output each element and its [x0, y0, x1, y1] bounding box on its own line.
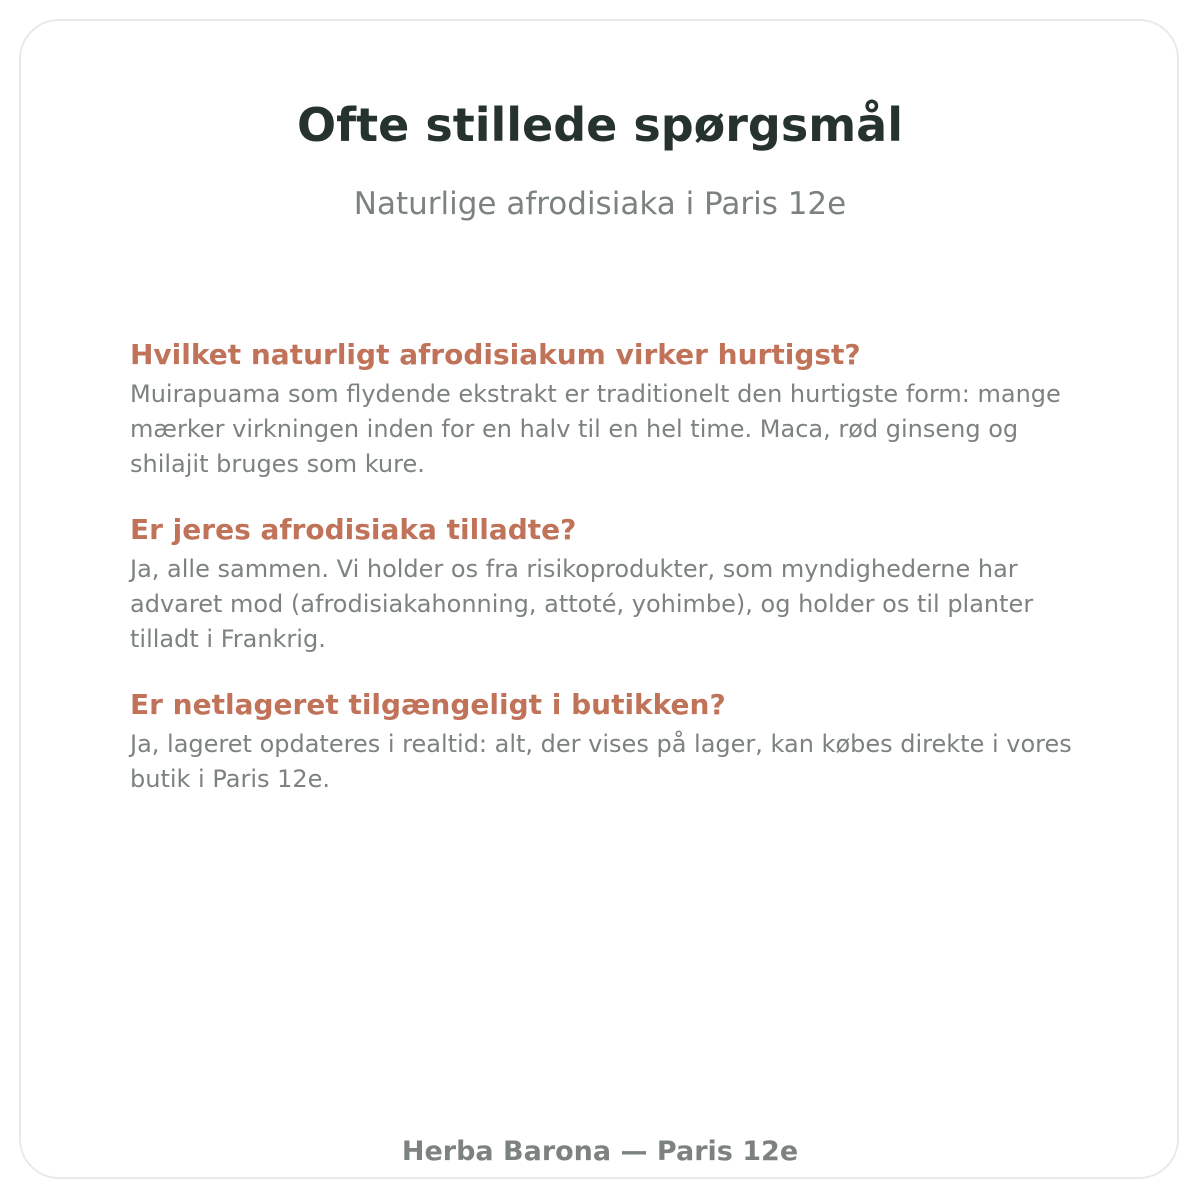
faq-answer: Muirapuama som flydende ekstrakt er traditionelt den hurtigste form: mange mærker virkningen inden for en halv til en hel time. Maca, rød ginseng og shilajit bruges som kure. [130, 380, 1061, 478]
faq-answer: Ja, alle sammen. Vi holder os fra risikoprodukter, som myndighederne har advaret mod (afrodisiakahonning, attoté, yohimbe), og holder os til planter tilladt i Frankrig. [130, 555, 1034, 653]
page-subtitle: Naturlige afrodisiaka i Paris 12e [353, 186, 847, 222]
faq-question: Hvilket naturligt afrodisiakum virker hurtigst? [130, 338, 861, 371]
faq-question: Er jeres afrodisiaka tilladte? [130, 513, 577, 546]
faq-list [130, 335, 1090, 825]
footer-brand: Herba Barona — Paris 12e [401, 1136, 799, 1167]
page-title: Ofte stillede spørgsmål [297, 98, 903, 152]
faq-answer: Ja, lageret opdateres i realtid: alt, der vises på lager, kan købes direkte i vores butik i Paris 12e. [130, 730, 1072, 793]
faq-item [130, 685, 1090, 797]
faq-item [130, 335, 1090, 482]
faq-question: Er netlageret tilgængeligt i butikken? [130, 688, 726, 721]
faq-item [130, 510, 1090, 657]
